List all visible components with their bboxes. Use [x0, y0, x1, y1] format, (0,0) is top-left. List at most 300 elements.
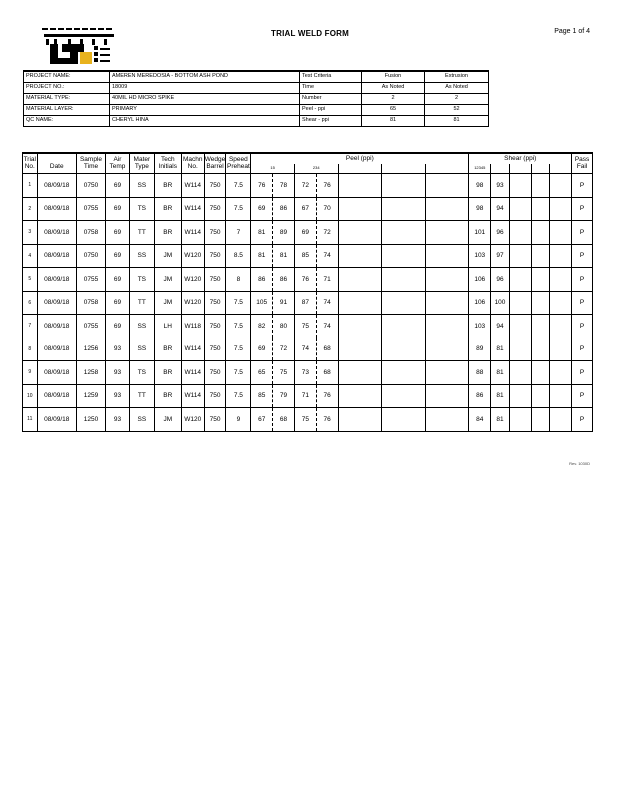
criteria-label: Peel - ppi: [300, 105, 362, 116]
table-row: [23, 244, 593, 268]
pass-fail-cell: P: [572, 361, 593, 385]
header-sample-time: Sample Time: [76, 153, 105, 174]
tech-initials-cell: LH: [154, 315, 181, 338]
date-cell: 08/09/18: [37, 384, 76, 408]
peel-value-4: 76: [316, 174, 338, 198]
info-value: CHERYL HINA: [110, 116, 300, 127]
pass-fail-cell: P: [572, 338, 593, 361]
peel-value-1: 69: [251, 338, 273, 361]
air-temp-cell: 93: [106, 384, 130, 408]
info-label: MATERIAL LAYER:: [24, 105, 110, 116]
machine-no-cell: W118: [181, 315, 204, 338]
shear-value-2: 96: [491, 221, 510, 245]
sample-time-cell: 1258: [76, 361, 105, 385]
shear-value-2: 97: [491, 244, 510, 268]
material-type-cell: SS: [129, 174, 154, 198]
material-type-cell: SS: [129, 408, 154, 432]
pass-fail-cell: P: [572, 384, 593, 408]
peel-value-3: 87: [294, 291, 316, 315]
shear-empty-cell: [531, 244, 550, 268]
info-value: 40MIL HD MICRO SPIKE: [110, 94, 300, 105]
shear-value-1: 103: [469, 315, 491, 338]
peel-value-4: 74: [316, 291, 338, 315]
weld-log-table: [22, 152, 593, 432]
peel-value-2: 75: [273, 361, 295, 385]
shear-value-2: 93: [491, 174, 510, 198]
fusion-value: 2: [362, 94, 425, 105]
fusion-value: 81: [362, 116, 425, 127]
header-machine-no: Machn No.: [181, 153, 204, 174]
header-peel-sub-1: 15: [251, 164, 295, 174]
peel-empty-cell: [338, 197, 382, 221]
peel-empty-cell: [338, 268, 382, 292]
tech-initials-cell: JM: [154, 268, 181, 292]
table-row: [23, 338, 593, 361]
fusion-value: Fusion: [362, 71, 425, 83]
peel-value-3: 75: [294, 315, 316, 338]
fusion-value: As Noted: [362, 83, 425, 94]
trial-no: 11: [23, 408, 38, 432]
material-type-cell: TS: [129, 197, 154, 221]
peel-empty-cell: [382, 244, 426, 268]
peel-empty-cell: [425, 291, 469, 315]
shear-value-2: 81: [491, 361, 510, 385]
peel-empty-cell: [425, 174, 469, 198]
peel-empty-cell: [425, 244, 469, 268]
wedge-barrel-cell: 750: [204, 361, 226, 385]
sample-time-cell: 0758: [76, 291, 105, 315]
peel-value-1: 69: [251, 197, 273, 221]
trial-no: 4: [23, 244, 38, 268]
date-cell: 08/09/18: [37, 408, 76, 432]
tech-initials-cell: JM: [154, 408, 181, 432]
material-type-cell: TT: [129, 384, 154, 408]
shear-empty-cell: [509, 244, 531, 268]
peel-empty-cell: [382, 384, 426, 408]
shear-empty-cell: [550, 268, 572, 292]
air-temp-cell: 93: [106, 338, 130, 361]
shear-empty-cell: [531, 291, 550, 315]
tech-initials-cell: BR: [154, 338, 181, 361]
date-cell: 08/09/18: [37, 197, 76, 221]
project-info-row: [24, 71, 489, 83]
peel-value-2: 80: [273, 315, 295, 338]
tech-initials-cell: JM: [154, 244, 181, 268]
peel-value-2: 78: [273, 174, 295, 198]
extrusion-value: As Noted: [425, 83, 489, 94]
extrusion-value: 81: [425, 116, 489, 127]
shear-value-1: 89: [469, 338, 491, 361]
project-info-table: [23, 70, 489, 127]
peel-empty-cell: [338, 221, 382, 245]
air-temp-cell: 93: [106, 408, 130, 432]
speed-preheat-cell: 7.5: [226, 174, 251, 198]
company-logo: [40, 26, 122, 66]
peel-empty-cell: [425, 384, 469, 408]
peel-value-3: 75: [294, 408, 316, 432]
peel-value-4: 74: [316, 244, 338, 268]
sample-time-cell: 1256: [76, 338, 105, 361]
peel-empty-cell: [425, 408, 469, 432]
shear-empty-cell: [550, 197, 572, 221]
speed-preheat-cell: 9: [226, 408, 251, 432]
shear-empty-cell: [550, 315, 572, 338]
wedge-barrel-cell: 750: [204, 384, 226, 408]
material-type-cell: TS: [129, 361, 154, 385]
speed-preheat-cell: 8: [226, 268, 251, 292]
air-temp-cell: 69: [106, 268, 130, 292]
date-cell: 08/09/18: [37, 174, 76, 198]
shear-empty-cell: [509, 361, 531, 385]
header-peel: Peel (ppi): [251, 153, 469, 164]
wedge-barrel-cell: 750: [204, 244, 226, 268]
criteria-label: Shear - ppi: [300, 116, 362, 127]
info-value: AMEREN MEREDOSIA - BOTTOM ASH POND: [110, 71, 300, 83]
peel-value-2: 91: [273, 291, 295, 315]
sample-time-cell: 0755: [76, 268, 105, 292]
pass-fail-cell: P: [572, 244, 593, 268]
shear-empty-cell: [509, 268, 531, 292]
peel-value-1: 82: [251, 315, 273, 338]
criteria-label: Test Criteria: [300, 71, 362, 83]
criteria-label: Time: [300, 83, 362, 94]
shear-empty-cell: [509, 338, 531, 361]
air-temp-cell: 69: [106, 197, 130, 221]
peel-empty-cell: [425, 361, 469, 385]
trial-no: 5: [23, 268, 38, 292]
material-type-cell: TT: [129, 221, 154, 245]
pass-fail-cell: P: [572, 268, 593, 292]
peel-value-2: 72: [273, 338, 295, 361]
peel-empty-cell: [382, 221, 426, 245]
table-row: [23, 408, 593, 432]
pass-fail-cell: P: [572, 291, 593, 315]
air-temp-cell: 69: [106, 315, 130, 338]
material-type-cell: TT: [129, 291, 154, 315]
header-trial: Trial No.: [23, 153, 38, 174]
peel-value-3: 73: [294, 361, 316, 385]
shear-value-1: 103: [469, 244, 491, 268]
peel-value-2: 89: [273, 221, 295, 245]
shear-empty-cell: [509, 315, 531, 338]
speed-preheat-cell: 7.5: [226, 315, 251, 338]
peel-empty-cell: [338, 408, 382, 432]
shear-empty-cell: [550, 221, 572, 245]
peel-value-3: 74: [294, 338, 316, 361]
wedge-barrel-cell: 750: [204, 315, 226, 338]
shear-value-2: 94: [491, 315, 510, 338]
peel-value-4: 68: [316, 361, 338, 385]
date-cell: 08/09/18: [37, 244, 76, 268]
trial-no: 3: [23, 221, 38, 245]
sample-time-cell: 1259: [76, 384, 105, 408]
shear-value-2: 100: [491, 291, 510, 315]
machine-no-cell: W114: [181, 174, 204, 198]
material-type-cell: SS: [129, 244, 154, 268]
peel-empty-cell: [382, 268, 426, 292]
trial-no: 2: [23, 197, 38, 221]
info-label: QC NAME:: [24, 116, 110, 127]
shear-value-1: 106: [469, 291, 491, 315]
peel-value-4: 71: [316, 268, 338, 292]
header-wedge-barrel: Wedge Barrel: [204, 153, 226, 174]
shear-empty-cell: [531, 315, 550, 338]
info-value: 18009: [110, 83, 300, 94]
form-title: TRIAL WELD FORM: [271, 29, 349, 38]
speed-preheat-cell: 7.5: [226, 291, 251, 315]
shear-empty-cell: [550, 174, 572, 198]
shear-value-2: 81: [491, 384, 510, 408]
header-shear-sub: 12345: [469, 164, 491, 174]
project-info-row: [24, 116, 489, 127]
trial-no: 9: [23, 361, 38, 385]
shear-empty-cell: [550, 361, 572, 385]
speed-preheat-cell: 7.5: [226, 197, 251, 221]
sample-time-cell: 0755: [76, 315, 105, 338]
peel-empty-cell: [425, 268, 469, 292]
trial-no: 7: [23, 315, 38, 338]
peel-value-3: 67: [294, 197, 316, 221]
machine-no-cell: W114: [181, 338, 204, 361]
peel-value-1: 105: [251, 291, 273, 315]
page-number: Page 1 of 4: [554, 28, 590, 35]
air-temp-cell: 69: [106, 174, 130, 198]
peel-empty-cell: [425, 338, 469, 361]
extrusion-value: 52: [425, 105, 489, 116]
shear-value-1: 106: [469, 268, 491, 292]
project-info-row: [24, 83, 489, 94]
tech-initials-cell: BR: [154, 361, 181, 385]
peel-value-2: 86: [273, 268, 295, 292]
peel-empty-cell: [425, 221, 469, 245]
date-cell: 08/09/18: [37, 361, 76, 385]
machine-no-cell: W120: [181, 408, 204, 432]
machine-no-cell: W114: [181, 197, 204, 221]
trial-no: 6: [23, 291, 38, 315]
peel-empty-cell: [382, 197, 426, 221]
header-pass-fail: Pass Fail: [572, 153, 593, 174]
peel-empty-cell: [382, 408, 426, 432]
shear-empty-cell: [531, 384, 550, 408]
peel-empty-cell: [382, 338, 426, 361]
extrusion-value: Extrusion: [425, 71, 489, 83]
pass-fail-cell: P: [572, 174, 593, 198]
date-cell: 08/09/18: [37, 315, 76, 338]
machine-no-cell: W120: [181, 268, 204, 292]
peel-value-4: 76: [316, 384, 338, 408]
header-tech-initials: Tech Initials: [154, 153, 181, 174]
table-row: [23, 268, 593, 292]
shear-empty-cell: [509, 174, 531, 198]
header-date: Date: [37, 153, 76, 174]
air-temp-cell: 69: [106, 221, 130, 245]
table-row: [23, 384, 593, 408]
table-row: [23, 221, 593, 245]
shear-empty-cell: [531, 338, 550, 361]
shear-empty-cell: [550, 338, 572, 361]
tech-initials-cell: BR: [154, 384, 181, 408]
pass-fail-cell: P: [572, 408, 593, 432]
wedge-barrel-cell: 750: [204, 291, 226, 315]
shear-empty-cell: [531, 221, 550, 245]
peel-value-2: 68: [273, 408, 295, 432]
material-type-cell: SS: [129, 315, 154, 338]
sample-time-cell: 0750: [76, 244, 105, 268]
shear-empty-cell: [531, 408, 550, 432]
info-label: PROJECT NO.:: [24, 83, 110, 94]
peel-value-3: 71: [294, 384, 316, 408]
peel-empty-cell: [425, 197, 469, 221]
peel-empty-cell: [382, 361, 426, 385]
peel-value-1: 81: [251, 244, 273, 268]
shear-value-1: 88: [469, 361, 491, 385]
peel-value-4: 70: [316, 197, 338, 221]
fusion-value: 65: [362, 105, 425, 116]
wedge-barrel-cell: 750: [204, 221, 226, 245]
date-cell: 08/09/18: [37, 221, 76, 245]
air-temp-cell: 93: [106, 361, 130, 385]
shear-empty-cell: [509, 197, 531, 221]
project-info-row: [24, 105, 489, 116]
header-peel-sub-2: 234: [294, 164, 338, 174]
peel-value-4: 74: [316, 315, 338, 338]
shear-value-2: 81: [491, 338, 510, 361]
peel-value-2: 79: [273, 384, 295, 408]
revision-note: Rev. 1030D: [569, 461, 590, 466]
peel-value-4: 68: [316, 338, 338, 361]
air-temp-cell: 69: [106, 244, 130, 268]
peel-empty-cell: [338, 384, 382, 408]
info-value: PRIMARY: [110, 105, 300, 116]
info-label: PROJECT NAME:: [24, 71, 110, 83]
table-row: [23, 197, 593, 221]
pass-fail-cell: P: [572, 221, 593, 245]
shear-value-2: 81: [491, 408, 510, 432]
wedge-barrel-cell: 750: [204, 268, 226, 292]
peel-value-4: 72: [316, 221, 338, 245]
speed-preheat-cell: 8.5: [226, 244, 251, 268]
wedge-barrel-cell: 750: [204, 408, 226, 432]
pass-fail-cell: P: [572, 197, 593, 221]
speed-preheat-cell: 7.5: [226, 384, 251, 408]
trial-no: 8: [23, 338, 38, 361]
wedge-barrel-cell: 750: [204, 174, 226, 198]
peel-value-1: 65: [251, 361, 273, 385]
peel-value-1: 81: [251, 221, 273, 245]
shear-empty-cell: [509, 408, 531, 432]
peel-value-3: 72: [294, 174, 316, 198]
shear-empty-cell: [531, 197, 550, 221]
machine-no-cell: W114: [181, 221, 204, 245]
shear-empty-cell: [550, 244, 572, 268]
shear-empty-cell: [531, 268, 550, 292]
sample-time-cell: 0755: [76, 197, 105, 221]
sample-time-cell: 0750: [76, 174, 105, 198]
peel-value-3: 76: [294, 268, 316, 292]
shear-value-1: 98: [469, 174, 491, 198]
tech-initials-cell: JM: [154, 291, 181, 315]
peel-value-1: 85: [251, 384, 273, 408]
peel-empty-cell: [382, 315, 426, 338]
speed-preheat-cell: 7.5: [226, 361, 251, 385]
sample-time-cell: 0758: [76, 221, 105, 245]
peel-empty-cell: [338, 338, 382, 361]
peel-value-1: 86: [251, 268, 273, 292]
material-type-cell: SS: [129, 338, 154, 361]
extrusion-value: 2: [425, 94, 489, 105]
header-speed-preheat: Speed Preheat: [226, 153, 251, 174]
peel-value-3: 85: [294, 244, 316, 268]
criteria-label: Number: [300, 94, 362, 105]
air-temp-cell: 69: [106, 291, 130, 315]
tech-initials-cell: BR: [154, 197, 181, 221]
peel-empty-cell: [338, 361, 382, 385]
peel-empty-cell: [382, 174, 426, 198]
shear-value-1: 101: [469, 221, 491, 245]
peel-value-1: 76: [251, 174, 273, 198]
speed-preheat-cell: 7.5: [226, 338, 251, 361]
project-info-row: [24, 94, 489, 105]
shear-empty-cell: [531, 174, 550, 198]
shear-value-1: 86: [469, 384, 491, 408]
tech-initials-cell: BR: [154, 174, 181, 198]
wedge-barrel-cell: 750: [204, 197, 226, 221]
shear-value-1: 98: [469, 197, 491, 221]
peel-empty-cell: [338, 291, 382, 315]
header-air-temp: Air Temp: [106, 153, 130, 174]
peel-value-2: 86: [273, 197, 295, 221]
peel-empty-cell: [338, 315, 382, 338]
shear-value-2: 94: [491, 197, 510, 221]
peel-empty-cell: [382, 291, 426, 315]
shear-empty-cell: [509, 221, 531, 245]
peel-empty-cell: [425, 315, 469, 338]
shear-empty-cell: [531, 361, 550, 385]
trial-no: 1: [23, 174, 38, 198]
peel-value-2: 81: [273, 244, 295, 268]
table-row: [23, 315, 593, 338]
sample-time-cell: 1250: [76, 408, 105, 432]
tech-initials-cell: BR: [154, 221, 181, 245]
table-row: [23, 174, 593, 198]
trial-no: 10: [23, 384, 38, 408]
machine-no-cell: W120: [181, 291, 204, 315]
wedge-barrel-cell: 750: [204, 338, 226, 361]
date-cell: 08/09/18: [37, 338, 76, 361]
table-row: [23, 291, 593, 315]
shear-empty-cell: [550, 291, 572, 315]
machine-no-cell: W114: [181, 384, 204, 408]
date-cell: 08/09/18: [37, 268, 76, 292]
shear-empty-cell: [550, 384, 572, 408]
info-label: MATERIAL TYPE:: [24, 94, 110, 105]
peel-value-4: 76: [316, 408, 338, 432]
shear-empty-cell: [509, 384, 531, 408]
header-mater-type: Mater Type: [129, 153, 154, 174]
table-row: [23, 361, 593, 385]
material-type-cell: TS: [129, 268, 154, 292]
machine-no-cell: W120: [181, 244, 204, 268]
peel-value-3: 69: [294, 221, 316, 245]
machine-no-cell: W114: [181, 361, 204, 385]
shear-empty-cell: [550, 408, 572, 432]
peel-empty-cell: [338, 244, 382, 268]
header-shear: Shear (ppi): [469, 153, 572, 164]
date-cell: 08/09/18: [37, 291, 76, 315]
shear-empty-cell: [509, 291, 531, 315]
shear-value-1: 84: [469, 408, 491, 432]
pass-fail-cell: P: [572, 315, 593, 338]
